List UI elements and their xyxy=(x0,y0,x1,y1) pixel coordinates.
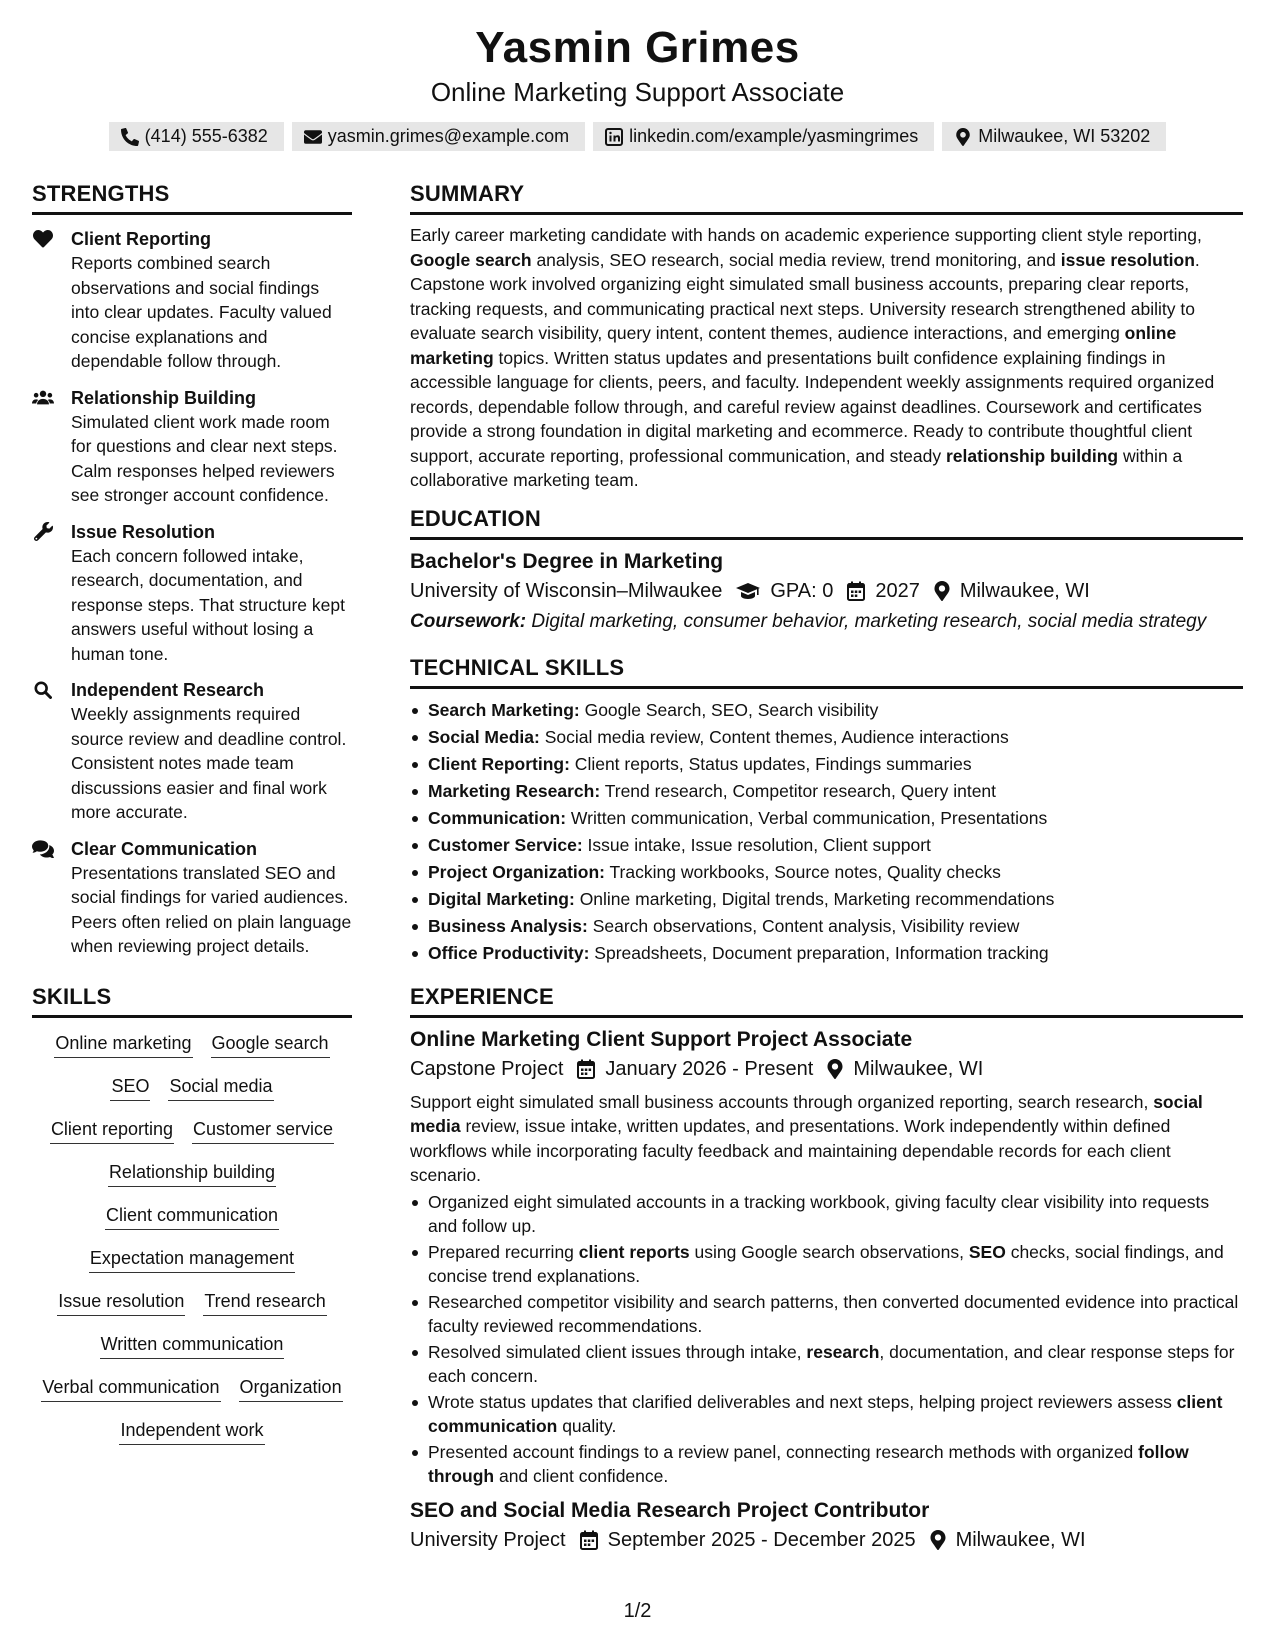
skill-label: Communication: xyxy=(428,807,567,828)
strength-title: Relationship Building xyxy=(71,387,256,408)
job-description xyxy=(410,1090,1243,1188)
contact-text: yasmin.grimes@example.com xyxy=(327,126,570,146)
list-item xyxy=(410,1340,1243,1389)
text-run: . Capstone work involved organizing eight simulated small business accounts, preparing clear reports, tracking requests, and communicating practical next steps. University research strengthened ability to evaluate search visibility, query intent, content themes, audience interactions, and emerging xyxy=(410,249,1200,343)
text-run: topics. Written status updates and presentations built confidence explaining findings in accessible language for clients, peers, and faculty. Independent weekly assignments required organized records, dependable follow through, and careful review against deadlines. Coursework and certificates provide a strong foundation in digital marketing and ecommerce. Ready to contribute thoughtful client support, accurate reporting, professional communication, and steady xyxy=(410,347,1215,466)
emphasis-text: issue resolution xyxy=(1060,249,1195,270)
skill-label: Project Organization: xyxy=(428,861,605,882)
job-location: Milwaukee, WI xyxy=(853,1057,984,1080)
text-run: Support eight simulated small business accounts through organized reporting, search research, xyxy=(410,1091,1154,1112)
emphasis-text: Google search xyxy=(410,249,532,270)
education-location: Milwaukee, WI xyxy=(959,579,1090,602)
coursework-list: Digital marketing, consumer behavior, marketing research, social media strategy xyxy=(526,610,1207,632)
coursework-label: Coursework: xyxy=(410,610,527,632)
section-title-summary: SUMMARY xyxy=(410,180,1243,215)
section-title-technical-skills: TECHNICAL SKILLS xyxy=(410,654,1243,689)
strength-title: Clear Communication xyxy=(71,838,258,859)
strength-item xyxy=(32,837,352,959)
section-title-skills: SKILLS xyxy=(32,983,352,1018)
page-number: 1/2 xyxy=(623,1600,652,1622)
summary-text xyxy=(410,223,1243,493)
search-icon xyxy=(32,680,54,700)
list-item xyxy=(410,859,1243,886)
skill-tag: Customer service xyxy=(192,1116,334,1144)
job-organization: University Project xyxy=(410,1528,566,1551)
text-run: Early career marketing candidate with hands on academic experience supporting client style reporting, xyxy=(410,225,1202,245)
gpa: GPA: 0 xyxy=(770,579,834,602)
text-run: Researched competitor visibility and search patterns, then converted documented evidence into practical faculty reviewed recommendations. xyxy=(428,1291,1239,1336)
emphasis-text: client communication xyxy=(428,1391,1223,1436)
coursework xyxy=(410,610,1243,634)
skill-label: Social Media: xyxy=(428,726,540,747)
skills-section xyxy=(32,983,352,1445)
list-item xyxy=(410,1290,1243,1339)
map-pin-icon xyxy=(934,581,950,601)
phone-icon xyxy=(121,128,139,146)
skill-label: Business Analysis: xyxy=(428,915,588,936)
linkedin-icon xyxy=(605,128,623,146)
contact-email[interactable] xyxy=(292,122,585,151)
comments-icon xyxy=(32,839,54,859)
resume-header xyxy=(0,22,1275,151)
text-run: analysis, SEO research, social media review, trend monitoring, and xyxy=(531,249,1061,270)
section-title-education: EDUCATION xyxy=(410,505,1243,540)
emphasis-text: online marketing xyxy=(410,323,1177,368)
graduation-year: 2027 xyxy=(875,579,920,602)
skill-value: Google Search, SEO, Search visibility xyxy=(579,699,879,720)
text-run: Organized eight simulated accounts in a tracking workbook, giving faculty clear visibility into requests and follow up. xyxy=(428,1191,1210,1236)
job-entry xyxy=(410,1497,1243,1555)
skill-label: Client Reporting: xyxy=(428,753,570,774)
strength-desc: Weekly assignments required source review and deadline control. Consistent notes made team discussions easier and final work more accurate. xyxy=(71,704,347,822)
strength-item xyxy=(32,678,352,825)
list-item xyxy=(410,1190,1243,1239)
text-run: quality. xyxy=(557,1416,617,1436)
education-meta xyxy=(410,576,1243,606)
text-run: and client confidence. xyxy=(494,1466,669,1486)
skill-value: Issue intake, Issue resolution, Client support xyxy=(582,834,931,855)
map-pin-icon xyxy=(827,1059,843,1079)
calendar-icon xyxy=(577,1059,595,1079)
list-item xyxy=(410,913,1243,940)
left-column xyxy=(32,180,352,1445)
list-item xyxy=(410,1390,1243,1439)
contact-bar xyxy=(0,122,1275,151)
strength-title: Client Reporting xyxy=(71,229,211,249)
text-run: Presented account findings to a review panel, connecting research methods with organized xyxy=(428,1441,1139,1462)
heart-icon xyxy=(32,229,54,249)
strength-desc: Reports combined search observations and social findings into clear updates. Faculty valued concise explanations and dependable follow through. xyxy=(71,253,332,371)
job-organization: Capstone Project xyxy=(410,1057,564,1080)
strength-item xyxy=(32,520,352,667)
skill-tag: Issue resolution xyxy=(57,1288,185,1316)
skill-value: Spreadsheets, Document preparation, Information tracking xyxy=(589,942,1049,963)
skills-list xyxy=(32,1030,352,1445)
contact-text: (414) 555-6382 xyxy=(144,126,268,146)
job-title: SEO and Social Media Research Project Contributor xyxy=(410,1498,930,1522)
skill-tag: SEO xyxy=(110,1073,150,1101)
skill-tag: Organization xyxy=(239,1374,343,1402)
strength-item xyxy=(32,386,352,508)
contact-location[interactable] xyxy=(942,122,1166,151)
skill-value: Trend research, Competitor research, Query intent xyxy=(600,780,997,801)
text-run: Wrote status updates that clarified deliverables and next steps, helping project reviewers assess xyxy=(428,1391,1177,1412)
contact-linkedin[interactable] xyxy=(593,122,934,151)
contact-text: linkedin.com/example/yasmingrimes xyxy=(629,126,919,146)
list-item xyxy=(410,886,1243,913)
list-item xyxy=(410,724,1243,751)
skill-label: Customer Service: xyxy=(428,834,583,855)
strength-title: Issue Resolution xyxy=(71,521,216,542)
strength-item xyxy=(32,227,352,374)
envelope-icon xyxy=(304,128,322,146)
skill-label: Search Marketing: xyxy=(428,699,580,720)
contact-phone[interactable] xyxy=(109,122,284,151)
map-pin-icon xyxy=(930,1530,946,1550)
users-icon xyxy=(32,388,54,408)
skill-value: Tracking workbooks, Source notes, Quality checks xyxy=(604,861,1001,882)
job-dates: September 2025 - December 2025 xyxy=(607,1528,916,1551)
skill-tag: Relationship building xyxy=(108,1159,276,1187)
experience-section xyxy=(410,983,1243,1555)
job-entry xyxy=(410,1026,1243,1489)
strengths-section xyxy=(32,180,352,959)
job-title: Online Marketing Client Support Project Associate xyxy=(410,1027,913,1051)
skill-tag: Trend research xyxy=(203,1288,326,1316)
contact-text: Milwaukee, WI 53202 xyxy=(978,126,1151,146)
section-title-experience: EXPERIENCE xyxy=(410,983,1243,1018)
strength-desc: Each concern followed intake, research, documentation, and response steps. That structure kept answers useful without losing a human tone. xyxy=(71,545,345,664)
job-meta xyxy=(410,1054,1243,1084)
skill-tag: Online marketing xyxy=(54,1030,192,1058)
text-run: Resolved simulated client issues through intake, xyxy=(428,1341,807,1362)
skill-tag: Google search xyxy=(211,1030,330,1058)
emphasis-text: client reports xyxy=(578,1241,690,1262)
summary-section xyxy=(410,180,1243,493)
list-item xyxy=(410,697,1243,724)
text-run: using Google search observations, xyxy=(689,1241,969,1262)
right-column xyxy=(410,180,1243,1555)
text-run: , documentation, and clear response steps for each concern. xyxy=(428,1341,1235,1386)
skill-label: Office Productivity: xyxy=(428,942,590,963)
education-section xyxy=(410,505,1243,634)
calendar-icon xyxy=(580,1530,598,1550)
strength-desc: Presentations translated SEO and social findings for varied audiences. Peers often relied on plain language when reviewing project details. xyxy=(71,862,352,956)
skill-tag: Written communication xyxy=(100,1331,285,1359)
degree-title: Bachelor's Degree in Marketing xyxy=(410,549,724,573)
skill-value: Client reports, Status updates, Findings summaries xyxy=(569,753,972,774)
emphasis-text: research xyxy=(806,1341,880,1362)
skill-value: Written communication, Verbal communication, Presentations xyxy=(566,807,1048,828)
list-item xyxy=(410,751,1243,778)
skill-tag: Client reporting xyxy=(50,1116,174,1144)
skill-tag: Social media xyxy=(168,1073,273,1101)
emphasis-text: follow through xyxy=(428,1441,1189,1486)
text-run: checks, social findings, and concise trend explanations. xyxy=(428,1241,1224,1286)
section-title-strengths: STRENGTHS xyxy=(32,180,352,215)
skill-label: Marketing Research: xyxy=(428,780,601,801)
map-pin-icon xyxy=(954,128,972,146)
skill-label: Digital Marketing: xyxy=(428,888,575,909)
candidate-name: Yasmin Grimes xyxy=(475,23,800,72)
skill-value: Search observations, Content analysis, Visibility review xyxy=(587,915,1020,936)
skill-tag: Verbal communication xyxy=(41,1374,220,1402)
skill-value: Social media review, Content themes, Audience interactions xyxy=(539,726,1009,747)
job-bullets xyxy=(410,1190,1243,1489)
text-run: Prepared recurring xyxy=(428,1241,579,1262)
technical-skills-section xyxy=(410,654,1243,967)
skill-tag: Client communication xyxy=(105,1202,279,1230)
school-name: University of Wisconsin–Milwaukee xyxy=(410,579,723,602)
job-meta xyxy=(410,1525,1243,1555)
strength-title: Independent Research xyxy=(71,680,265,700)
list-item xyxy=(410,778,1243,805)
strength-desc: Simulated client work made room for questions and clear next steps. Calm responses helped reviewers see stronger account confidence. xyxy=(71,411,338,505)
skill-value: Online marketing, Digital trends, Marketing recommendations xyxy=(574,888,1055,909)
skill-tag: Expectation management xyxy=(89,1245,295,1273)
list-item xyxy=(410,940,1243,967)
candidate-role: Online Marketing Support Associate xyxy=(430,77,845,107)
job-location: Milwaukee, WI xyxy=(955,1528,1086,1551)
job-dates: January 2026 - Present xyxy=(605,1057,814,1080)
text-run: within a collaborative marketing team. xyxy=(410,445,1183,490)
emphasis-text: social media xyxy=(410,1091,1203,1136)
text-run: review, issue intake, written updates, and presentations. Work independently within defined workflows while incorporating faculty feedback and maintaining dependable records for each client scenario. xyxy=(410,1116,1171,1185)
list-item xyxy=(410,1240,1243,1289)
technical-skills-list xyxy=(410,697,1243,967)
list-item xyxy=(410,805,1243,832)
skill-tag: Independent work xyxy=(119,1417,264,1445)
emphasis-text: relationship building xyxy=(946,445,1119,466)
graduation-cap-icon xyxy=(736,582,760,600)
list-item xyxy=(410,832,1243,859)
emphasis-text: SEO xyxy=(968,1241,1006,1262)
calendar-icon xyxy=(847,581,865,601)
wrench-icon xyxy=(32,522,54,542)
list-item xyxy=(410,1440,1243,1489)
